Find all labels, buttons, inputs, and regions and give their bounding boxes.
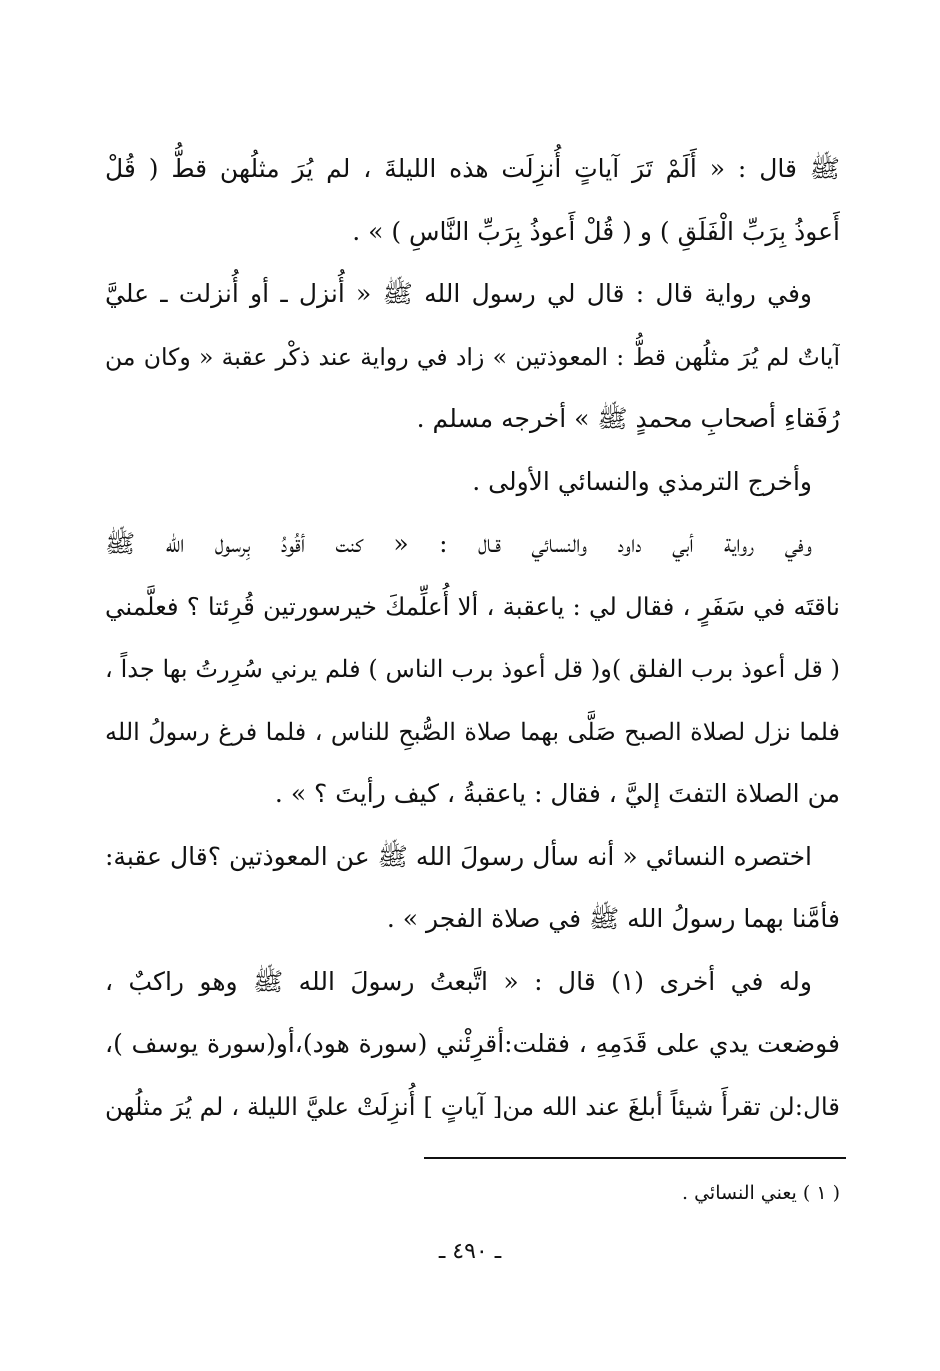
text-line: وفي رواية قال : قال لي رسول الله ﷺ « أُنزل ـ أو أُنزلت ـ عليَّ [105, 279, 812, 308]
text-line: ( قل أعوذ برب الفلق )و( قل أعوذ برب الناس ) فلم يرني سُرِرتُ بها جداً ، [105, 655, 840, 683]
text-line: وله في أخرى (١) قال : « اتَّبعتُ رسولَ الله ﷺ وهو راكبٌ ، [105, 966, 812, 996]
text-line: رُفَقاءِ أصحابِ محمدٍ ﷺ » أخرجه مسلم . [416, 404, 840, 433]
text-line: قال:لن تقرأَ شيئاً أبلغَ عند الله من[ آياتٍ ] أُنزِلَتْ عليَّ الليلة ، لم يُرَ مثلُهن [105, 1091, 840, 1121]
text-line: فلما نزل لصلاة الصبح صَلَّى بهما صلاة الصُّبحِ للناس ، فلما فرغ رسولُ الله [105, 717, 840, 746]
text-line: ﷺ قال : « أَلَمْ تَرَ آياتٍ أُنزِلَت هذه الليلةَ ، لم يُرَ مثلُهن قطُّ ( قُلْ [105, 154, 840, 183]
main-text [105, 138, 840, 1138]
footnote-divider [424, 1157, 846, 1159]
text-line: فأمَّنا بهما رسولُ الله ﷺ في صلاة الفجر » . [386, 904, 840, 933]
text-line: من الصلاة التفتَ إليَّ ، فقال : ياعقبةُ ، كيف رأيتَ ؟ » . [274, 779, 840, 808]
text-line: فوضعت يدي على قَدَمِهِ ، فقلت:أقرِئْني (سورة هود)،أو(سورة يوسف )، [105, 1029, 840, 1058]
page-number: ـ ٤٩٠ ـ [438, 1239, 502, 1264]
text-line: وفي رواية أبي داود والنسائي قـال : « كنت أقُودُ بِرسول الله ﷺ [105, 529, 812, 558]
footnote: ( ١ ) يعني النسائي . [682, 1182, 840, 1204]
text-line: وأخرج الترمذي والنسائي الأولى . [472, 466, 812, 496]
text-line: آياتٌ لم يُرَ مثلُهن قطُّ : المعوذتين » زاد في رواية عند ذكْر عقبة « وكان من [105, 342, 840, 371]
text-line: ناقتَه في سَفَرٍ ، فقال لي : ياعقبة ، ألا أُعلِّمكَ خيرسورتين قُرِئتا ؟ فعلَّمني [105, 591, 840, 621]
text-line: اختصره النسائي « أنه سأل رسولَ الله ﷺ عن المعوذتين ؟قال عقبة: [105, 841, 812, 871]
text-line: أَعوذُ بِرَبِّ الْفَلَقِ ) و ( قُلْ أَعوذُ بِرَبِّ النَّاسِ ) » . [352, 216, 840, 246]
